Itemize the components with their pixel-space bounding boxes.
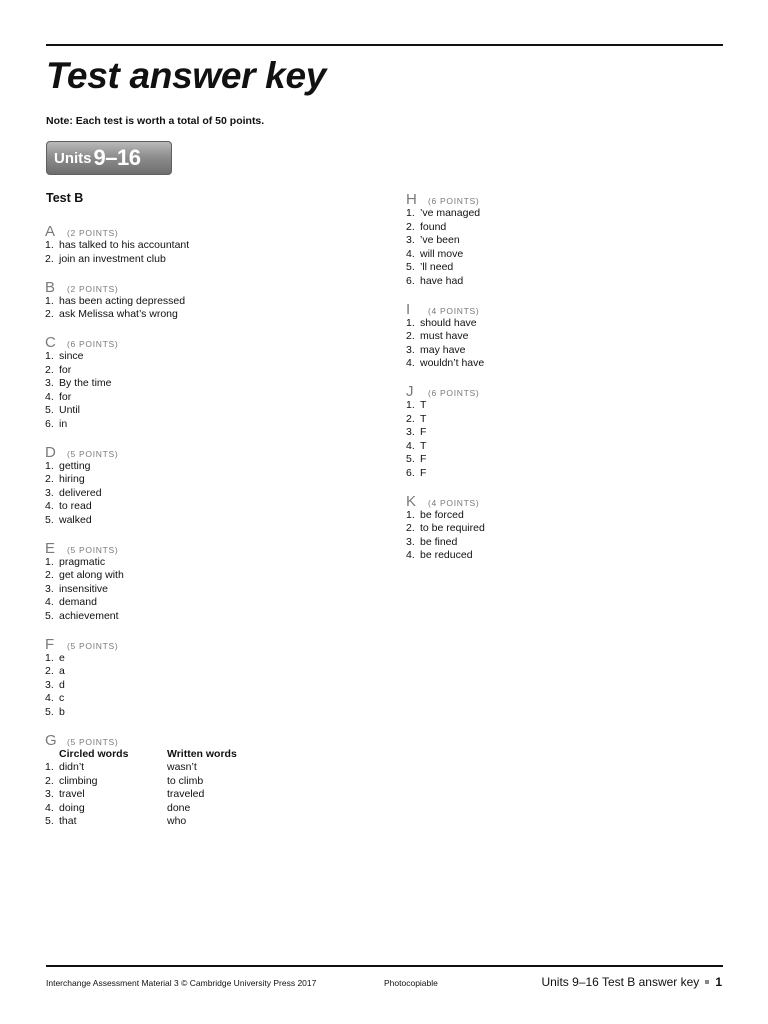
answer-text: b bbox=[59, 705, 65, 718]
col-header-circled: Circled words bbox=[59, 747, 129, 760]
item-number: 2. bbox=[406, 220, 415, 233]
circled-word: climbing bbox=[59, 774, 98, 787]
answer-text: hiring bbox=[59, 473, 85, 485]
answer-text: ’ve managed bbox=[420, 207, 481, 219]
table-row bbox=[45, 775, 237, 789]
units-badge bbox=[46, 141, 172, 175]
section-g-table bbox=[45, 748, 237, 829]
answer-text: may have bbox=[420, 343, 466, 356]
footer-right bbox=[541, 975, 722, 989]
answer-text: has talked to his accountant bbox=[59, 239, 190, 251]
item-number: 3. bbox=[406, 234, 415, 246]
circled-word: didn’t bbox=[59, 761, 85, 773]
answer-text: ask Melissa what’s wrong bbox=[59, 308, 178, 320]
circled-word-cell bbox=[45, 815, 167, 829]
item-number: 5. bbox=[406, 453, 415, 465]
table-row bbox=[45, 802, 237, 816]
top-rule bbox=[46, 44, 723, 46]
test-label: Test B bbox=[46, 191, 84, 205]
written-word: to climb bbox=[167, 774, 204, 787]
footer-bullet-icon bbox=[705, 980, 709, 984]
section-points: (5 POINTS) bbox=[67, 640, 119, 651]
answer-text: for bbox=[59, 363, 72, 376]
item-number: 3. bbox=[406, 535, 415, 548]
section-letter: D bbox=[45, 443, 56, 461]
section-letter: F bbox=[45, 635, 55, 653]
section-points: (6 POINTS) bbox=[428, 388, 480, 398]
item-number: 2. bbox=[406, 330, 415, 342]
page-number: 1 bbox=[715, 975, 722, 989]
item-number: 4. bbox=[45, 390, 54, 403]
answer-item bbox=[45, 295, 375, 309]
answer-text: T bbox=[420, 412, 427, 425]
item-number: 2. bbox=[406, 412, 415, 425]
item-number: 2. bbox=[406, 522, 415, 534]
section-c bbox=[45, 335, 375, 431]
answer-text: will move bbox=[420, 247, 464, 260]
item-number: 2. bbox=[45, 665, 54, 677]
table-row bbox=[45, 815, 237, 829]
section-letter: A bbox=[45, 223, 56, 240]
answer-text: By the time bbox=[59, 377, 112, 389]
item-number: 1. bbox=[45, 294, 54, 307]
section-letter: E bbox=[45, 539, 56, 557]
item-number: 4. bbox=[406, 439, 415, 452]
section-points: (4 POINTS) bbox=[428, 305, 480, 316]
section-i bbox=[406, 302, 726, 371]
answer-text: since bbox=[59, 350, 84, 362]
item-number: 5. bbox=[45, 513, 54, 526]
answer-text: achievement bbox=[59, 609, 119, 622]
answer-text: F bbox=[420, 426, 427, 438]
answer-text: a bbox=[59, 665, 65, 677]
answer-item bbox=[406, 344, 726, 358]
answer-item bbox=[45, 652, 375, 666]
table-header-row bbox=[45, 748, 237, 762]
answer-text: be forced bbox=[420, 508, 464, 521]
item-number: 4. bbox=[406, 247, 415, 260]
item-number: 1. bbox=[406, 207, 415, 219]
section-letter: I bbox=[406, 300, 411, 318]
answer-item bbox=[406, 261, 726, 275]
section-j bbox=[406, 384, 726, 480]
answer-text: must have bbox=[420, 330, 469, 342]
item-number: 5. bbox=[406, 261, 415, 273]
answer-text: should have bbox=[420, 316, 477, 329]
section-points: (2 POINTS) bbox=[67, 228, 119, 238]
answer-text: be fined bbox=[420, 535, 458, 548]
item-number: 5. bbox=[45, 404, 54, 416]
answer-text: Until bbox=[59, 404, 81, 416]
answer-item bbox=[406, 453, 726, 467]
answer-item bbox=[45, 239, 375, 253]
item-number: 3. bbox=[45, 678, 54, 691]
section-points: (4 POINTS) bbox=[428, 497, 480, 508]
item-number: 3. bbox=[45, 582, 54, 595]
answer-text: in bbox=[59, 417, 68, 430]
section-d-header bbox=[45, 445, 375, 460]
section-a-header bbox=[45, 224, 375, 239]
answer-item bbox=[406, 330, 726, 344]
item-number: 6. bbox=[406, 466, 415, 479]
section-h-header bbox=[406, 192, 726, 207]
footer-copyright: Interchange Assessment Material 3 © Cambridge University Press 2017 bbox=[46, 978, 317, 988]
item-number: 2. bbox=[45, 308, 54, 320]
answer-text: found bbox=[420, 220, 447, 233]
answer-item bbox=[406, 234, 726, 248]
item-number: 1. bbox=[45, 651, 54, 664]
section-points: (6 POINTS) bbox=[428, 196, 480, 206]
footer-answer-key-label: Units 9–16 Test B answer key bbox=[541, 975, 700, 989]
section-b bbox=[45, 280, 375, 322]
answer-item bbox=[45, 418, 375, 432]
section-points: (6 POINTS) bbox=[67, 339, 119, 349]
answer-item bbox=[406, 413, 726, 427]
answer-text: F bbox=[420, 466, 427, 479]
item-number: 2. bbox=[45, 569, 54, 581]
item-number: 4. bbox=[406, 357, 415, 369]
section-points: (5 POINTS) bbox=[67, 448, 119, 459]
item-number: 1. bbox=[45, 350, 54, 362]
written-word: traveled bbox=[167, 788, 205, 800]
item-number: 6. bbox=[45, 417, 54, 430]
section-a bbox=[45, 224, 375, 266]
answer-text: for bbox=[59, 390, 72, 403]
answer-item bbox=[406, 248, 726, 262]
answer-text: to read bbox=[59, 500, 92, 512]
written-word: who bbox=[167, 815, 187, 827]
answer-text: have had bbox=[420, 274, 464, 287]
answer-item bbox=[45, 460, 375, 474]
section-k bbox=[406, 494, 726, 563]
item-number: 4. bbox=[45, 801, 54, 814]
written-word: done bbox=[167, 801, 191, 814]
answer-item bbox=[45, 569, 375, 583]
circled-word: that bbox=[59, 815, 77, 827]
footer-photocopiable: Photocopiable bbox=[384, 978, 438, 988]
answer-item bbox=[45, 404, 375, 418]
item-number: 3. bbox=[45, 486, 54, 499]
answer-item bbox=[406, 467, 726, 481]
answer-text: F bbox=[420, 453, 427, 465]
circled-word: doing bbox=[59, 801, 85, 814]
item-number: 1. bbox=[406, 399, 415, 411]
section-h bbox=[406, 192, 726, 288]
answer-text: T bbox=[420, 439, 427, 452]
item-number: 3. bbox=[406, 343, 415, 356]
answer-item bbox=[45, 473, 375, 487]
points-note: Note: Each test is worth a total of 50 points. bbox=[46, 115, 265, 127]
section-points: (5 POINTS) bbox=[67, 736, 119, 747]
answer-item bbox=[406, 549, 726, 563]
answer-item bbox=[45, 391, 375, 405]
answer-item bbox=[406, 509, 726, 523]
answer-item bbox=[45, 692, 375, 706]
item-number: 5. bbox=[45, 609, 54, 622]
circled-word-cell bbox=[45, 775, 167, 789]
section-i-header bbox=[406, 302, 726, 317]
answer-text: ’ve been bbox=[420, 234, 460, 246]
section-k-header bbox=[406, 494, 726, 509]
answer-text: e bbox=[59, 651, 65, 664]
section-j-header bbox=[406, 384, 726, 399]
section-g bbox=[45, 733, 375, 829]
units-badge-range: 9–16 bbox=[93, 145, 141, 170]
item-number: 2. bbox=[45, 473, 54, 485]
item-number: 2. bbox=[45, 252, 54, 265]
circled-word-cell bbox=[45, 761, 167, 775]
item-number: 3. bbox=[45, 788, 54, 800]
answer-item bbox=[406, 426, 726, 440]
answer-text: T bbox=[420, 399, 427, 411]
answer-text: wouldn’t have bbox=[420, 357, 485, 369]
answer-text: to be required bbox=[420, 522, 485, 534]
item-number: 4. bbox=[45, 500, 54, 512]
answer-item bbox=[45, 706, 375, 720]
answer-text: demand bbox=[59, 596, 97, 608]
answer-text: has been acting depressed bbox=[59, 294, 186, 307]
table-row bbox=[45, 761, 237, 775]
section-c-header bbox=[45, 335, 375, 350]
answer-item bbox=[45, 500, 375, 514]
item-number: 2. bbox=[45, 774, 54, 787]
section-points: (5 POINTS) bbox=[67, 544, 119, 555]
circled-word-cell bbox=[45, 802, 167, 816]
item-number: 5. bbox=[45, 705, 54, 718]
answer-item bbox=[45, 514, 375, 528]
answer-item bbox=[406, 317, 726, 331]
answer-text: get along with bbox=[59, 569, 124, 581]
table-row bbox=[45, 788, 237, 802]
item-number: 1. bbox=[45, 555, 54, 568]
answer-item bbox=[45, 308, 375, 322]
section-f-header bbox=[45, 637, 375, 652]
answer-text: ’ll need bbox=[420, 261, 454, 273]
item-number: 1. bbox=[45, 239, 54, 251]
circled-word: travel bbox=[59, 788, 85, 800]
left-column bbox=[45, 224, 375, 842]
answer-item bbox=[45, 596, 375, 610]
circled-word-cell bbox=[45, 788, 167, 802]
item-number: 1. bbox=[406, 316, 415, 329]
item-number: 1. bbox=[45, 761, 54, 773]
answer-text: join an investment club bbox=[59, 252, 166, 265]
section-letter: J bbox=[406, 383, 414, 400]
answer-text: c bbox=[59, 692, 65, 704]
written-word: wasn’t bbox=[167, 761, 197, 773]
item-number: 4. bbox=[406, 549, 415, 561]
section-letter: B bbox=[45, 278, 56, 296]
answer-item bbox=[406, 275, 726, 289]
answer-text: pragmatic bbox=[59, 555, 106, 568]
answer-text: delivered bbox=[59, 486, 102, 499]
section-e bbox=[45, 541, 375, 624]
section-letter: H bbox=[406, 191, 417, 208]
section-f bbox=[45, 637, 375, 720]
item-number: 4. bbox=[45, 692, 54, 704]
answer-item bbox=[406, 357, 726, 371]
item-number: 3. bbox=[406, 426, 415, 438]
col-header-written: Written words bbox=[167, 747, 237, 760]
item-number: 4. bbox=[45, 596, 54, 608]
answer-item bbox=[406, 522, 726, 536]
answer-item bbox=[45, 610, 375, 624]
item-number: 5. bbox=[45, 815, 54, 827]
answer-text: walked bbox=[59, 513, 92, 526]
item-number: 6. bbox=[406, 274, 415, 287]
answer-item bbox=[45, 679, 375, 693]
answer-item bbox=[45, 377, 375, 391]
section-e-header bbox=[45, 541, 375, 556]
answer-item bbox=[45, 583, 375, 597]
answer-item bbox=[45, 350, 375, 364]
section-points: (2 POINTS) bbox=[67, 283, 119, 294]
right-column bbox=[406, 192, 726, 576]
section-d bbox=[45, 445, 375, 528]
answer-text: be reduced bbox=[420, 549, 473, 561]
section-letter: K bbox=[406, 492, 417, 510]
section-letter: G bbox=[45, 731, 57, 749]
answer-text: insensitive bbox=[59, 582, 109, 595]
answer-text: getting bbox=[59, 459, 91, 472]
answer-text: d bbox=[59, 678, 65, 691]
answer-item bbox=[45, 364, 375, 378]
units-badge-word: Units bbox=[54, 149, 92, 167]
section-b-header bbox=[45, 280, 375, 295]
answer-item bbox=[406, 221, 726, 235]
page-title: Test answer key bbox=[46, 55, 327, 96]
answer-item bbox=[406, 207, 726, 221]
answer-item bbox=[406, 440, 726, 454]
answer-item bbox=[406, 399, 726, 413]
section-letter: C bbox=[45, 334, 56, 351]
answer-item bbox=[45, 665, 375, 679]
answer-item bbox=[45, 556, 375, 570]
answer-item bbox=[45, 487, 375, 501]
item-number: 1. bbox=[45, 459, 54, 472]
answer-item bbox=[45, 253, 375, 267]
item-number: 2. bbox=[45, 363, 54, 376]
section-g-header bbox=[45, 733, 375, 748]
item-number: 3. bbox=[45, 377, 54, 389]
item-number: 1. bbox=[406, 508, 415, 521]
answer-item bbox=[406, 536, 726, 550]
bottom-rule bbox=[46, 965, 723, 967]
